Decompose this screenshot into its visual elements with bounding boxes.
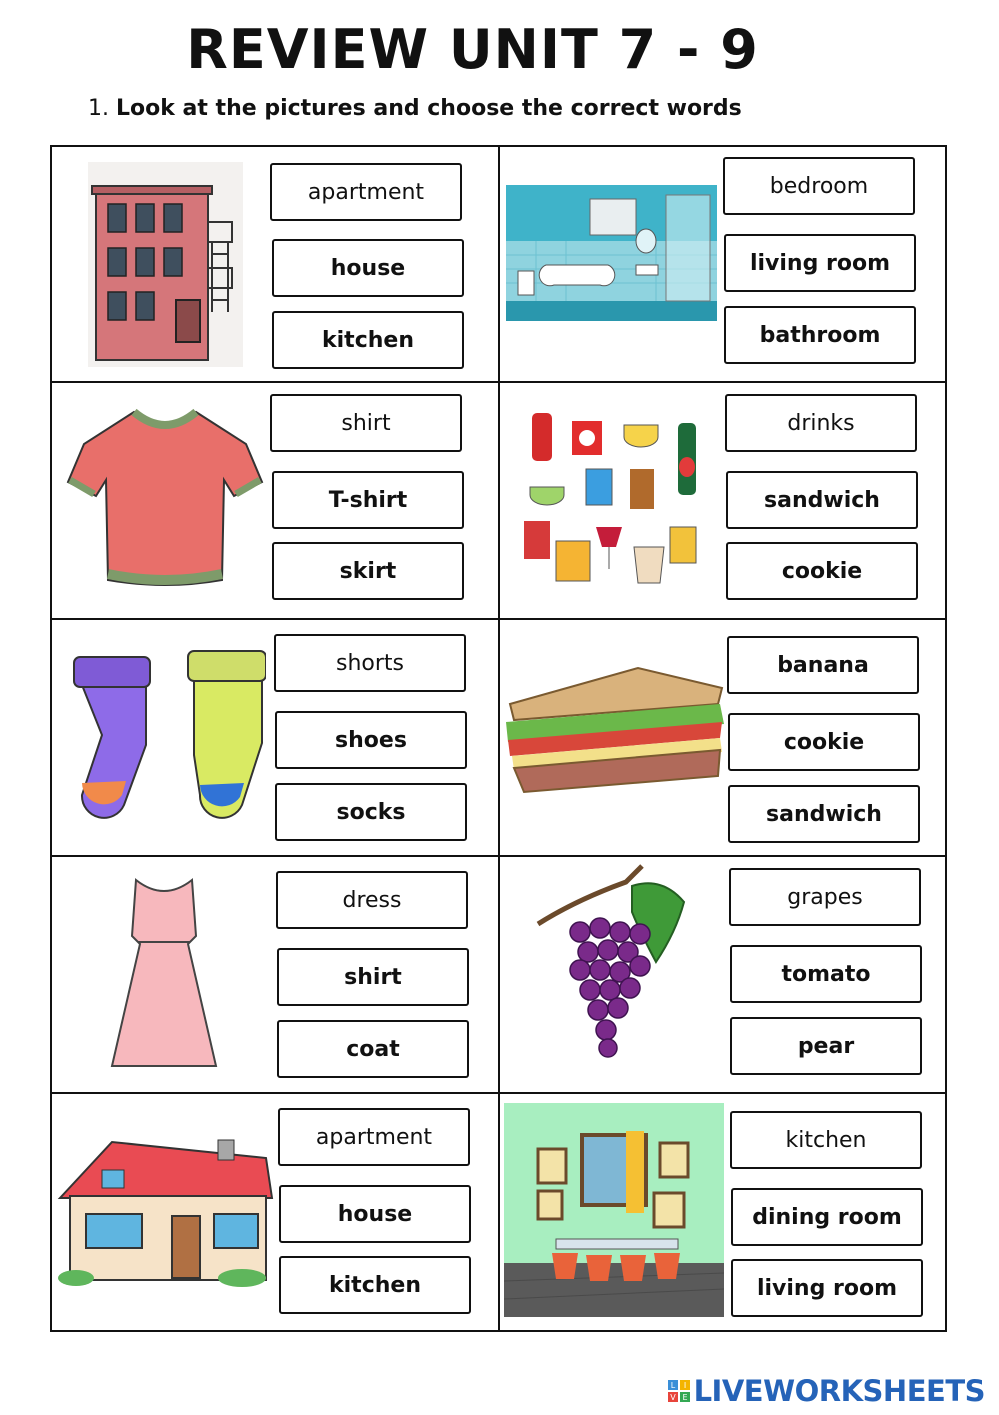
option-socks[interactable]: socks [275, 783, 467, 841]
option-pear[interactable]: pear [730, 1017, 922, 1075]
logo-letter-v: V [669, 1393, 676, 1402]
option-dining-room[interactable]: dining room [731, 1188, 923, 1246]
option-tomato[interactable]: tomato [730, 945, 922, 1003]
dress-picture [110, 876, 218, 1070]
instruction-number: 1. [88, 96, 109, 121]
house-picture [56, 1138, 274, 1290]
option-bedroom[interactable]: bedroom [723, 157, 915, 215]
option-grapes[interactable]: grapes [729, 868, 921, 926]
grid-divider-row-2 [50, 618, 947, 620]
option-sandwich[interactable]: sandwich [728, 785, 920, 843]
option-dress[interactable]: dress [276, 871, 468, 929]
option-house[interactable]: house [272, 239, 464, 297]
grapes-picture [536, 862, 688, 1058]
option-bathroom[interactable]: bathroom [724, 306, 916, 364]
dining-room-picture [504, 1103, 724, 1317]
option-skirt[interactable]: skirt [272, 542, 464, 600]
option-kitchen[interactable]: kitchen [272, 311, 464, 369]
option-kitchen[interactable]: kitchen [279, 1256, 471, 1314]
sandwich-picture [498, 664, 728, 794]
option-drinks[interactable]: drinks [725, 394, 917, 452]
logo-letter-i: I [683, 1381, 686, 1390]
grid-divider-row-4 [50, 1092, 947, 1094]
option-shirt[interactable]: shirt [277, 948, 469, 1006]
bathroom-picture [506, 185, 717, 321]
grid-divider-row-1 [50, 381, 947, 383]
option-banana[interactable]: banana [727, 636, 919, 694]
option-coat[interactable]: coat [277, 1020, 469, 1078]
option-sandwich[interactable]: sandwich [726, 471, 918, 529]
page-title: REVIEW UNIT 7 - 9 [186, 18, 759, 81]
option-kitchen[interactable]: kitchen [730, 1111, 922, 1169]
option-cookie[interactable]: cookie [728, 713, 920, 771]
socks-picture [60, 645, 266, 835]
option-house[interactable]: house [279, 1185, 471, 1243]
instruction-text: Look at the pictures and choose the correct words [116, 96, 742, 121]
option-living-room[interactable]: living room [724, 234, 916, 292]
option-t-shirt[interactable]: T-shirt [272, 471, 464, 529]
instruction [88, 96, 742, 121]
logo-letter-e: E [682, 1393, 688, 1402]
option-shorts[interactable]: shorts [274, 634, 466, 692]
grid-divider-row-3 [50, 855, 947, 857]
logo-letter-l: L [670, 1381, 675, 1390]
option-cookie[interactable]: cookie [726, 542, 918, 600]
t-shirt-picture [66, 404, 264, 596]
option-shoes[interactable]: shoes [275, 711, 467, 769]
liveworksheets-logo-icon [668, 1380, 690, 1402]
liveworksheets-footer[interactable] [668, 1373, 985, 1409]
option-living-room[interactable]: living room [731, 1259, 923, 1317]
option-apartment[interactable]: apartment [270, 163, 462, 221]
option-shirt[interactable]: shirt [270, 394, 462, 452]
drinks-picture [520, 403, 710, 589]
liveworksheets-brand: LIVEWORKSHEETS [693, 1374, 985, 1408]
apartment-building-picture [88, 162, 243, 367]
option-apartment[interactable]: apartment [278, 1108, 470, 1166]
